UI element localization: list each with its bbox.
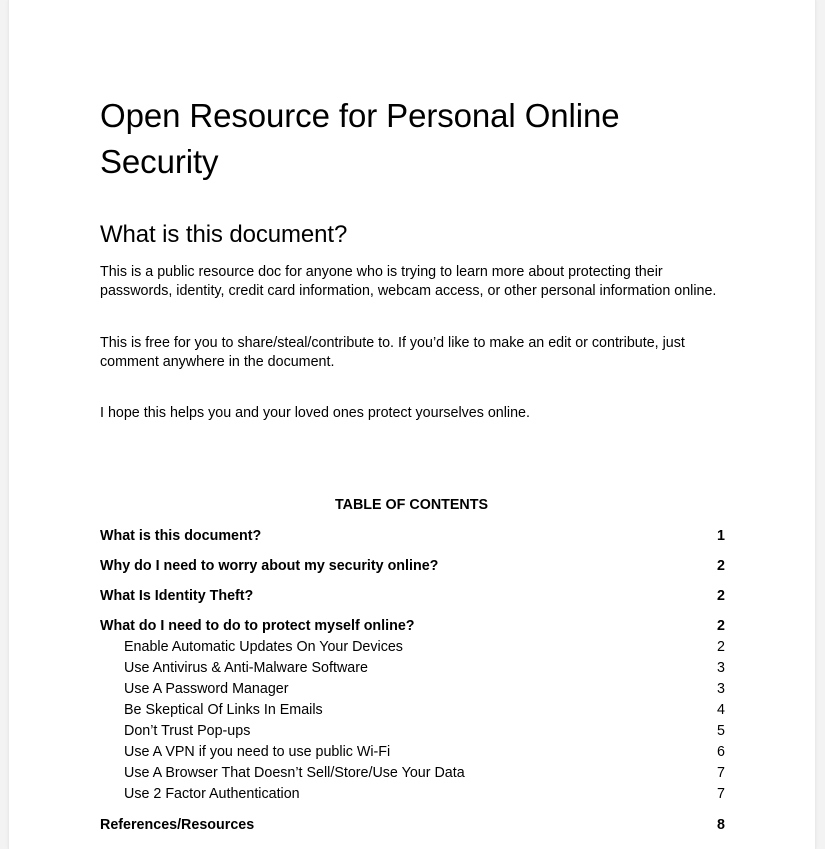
toc-entry-label: Don’t Trust Pop-ups <box>124 723 251 740</box>
document-page <box>8 0 816 849</box>
section-heading-what-is-this-document: What is this document? <box>100 221 348 248</box>
toc-entry-page-number: 2 <box>717 618 725 635</box>
toc-entry-label: References/Resources <box>100 817 255 834</box>
toc-entry[interactable] <box>100 741 725 762</box>
toc-entry[interactable] <box>100 527 725 546</box>
table-of-contents-heading: TABLE OF CONTENTS <box>334 497 489 514</box>
toc-entry-page-number: 3 <box>717 681 725 698</box>
toc-entry-page-number: 2 <box>717 588 725 605</box>
toc-entry-page-number: 7 <box>717 786 725 803</box>
table-of-contents <box>100 423 725 835</box>
toc-entry[interactable] <box>100 606 725 636</box>
toc-entry[interactable] <box>100 657 725 678</box>
toc-entry-page-number: 4 <box>717 702 725 719</box>
toc-entry-label: Be Skeptical Of Links In Emails <box>124 702 323 719</box>
toc-entry-label: What do I need to do to protect myself online? <box>100 618 415 635</box>
body-paragraph-3: I hope this helps you and your loved ones protect yourselves online. <box>100 405 530 422</box>
toc-entry-page-number: 6 <box>717 744 725 761</box>
toc-entry[interactable] <box>100 636 725 657</box>
toc-entry[interactable] <box>100 762 725 783</box>
toc-entry-label: Use A Browser That Doesn’t Sell/Store/Use Your Data <box>124 765 465 782</box>
body-paragraph-1: This is a public resource doc for anyone who is trying to learn more about protecting their passwords, identity, credit card information, webcam access, or other personal information online. <box>100 264 717 300</box>
page-title: Open Resource for Personal Online Security <box>100 97 620 180</box>
toc-entry-label: Use Antivirus & Anti-Malware Software <box>124 660 368 677</box>
toc-entry-label: Use A VPN if you need to use public Wi-Fi <box>124 744 391 761</box>
toc-entry-page-number: 7 <box>717 765 725 782</box>
toc-entry-page-number: 2 <box>717 639 725 656</box>
toc-entry-label: Why do I need to worry about my security online? <box>100 558 439 575</box>
body-paragraph-2: This is free for you to share/steal/contribute to. If you’d like to make an edit or contribute, just comment anywhere in the document. <box>100 334 685 370</box>
toc-entry-label: Use 2 Factor Authentication <box>124 786 300 803</box>
toc-entry[interactable] <box>100 720 725 741</box>
toc-entry-label: Use A Password Manager <box>124 681 289 698</box>
toc-entry-page-number: 3 <box>717 660 725 677</box>
toc-entry-label: Enable Automatic Updates On Your Devices <box>124 639 403 656</box>
toc-entry-page-number: 8 <box>717 817 725 834</box>
toc-entry[interactable] <box>100 783 725 804</box>
toc-entry[interactable] <box>100 576 725 606</box>
toc-entry-label: What Is Identity Theft? <box>100 588 254 605</box>
toc-entry[interactable] <box>100 546 725 576</box>
toc-entry-page-number: 1 <box>717 528 725 545</box>
toc-entry-page-number: 5 <box>717 723 725 740</box>
toc-entry-label: What is this document? <box>100 528 262 545</box>
table-of-contents-list <box>100 515 725 835</box>
toc-entry[interactable] <box>100 804 725 835</box>
toc-entry[interactable] <box>100 678 725 699</box>
page-content <box>9 0 815 835</box>
toc-entry[interactable] <box>100 699 725 720</box>
toc-entry-page-number: 2 <box>717 558 725 575</box>
